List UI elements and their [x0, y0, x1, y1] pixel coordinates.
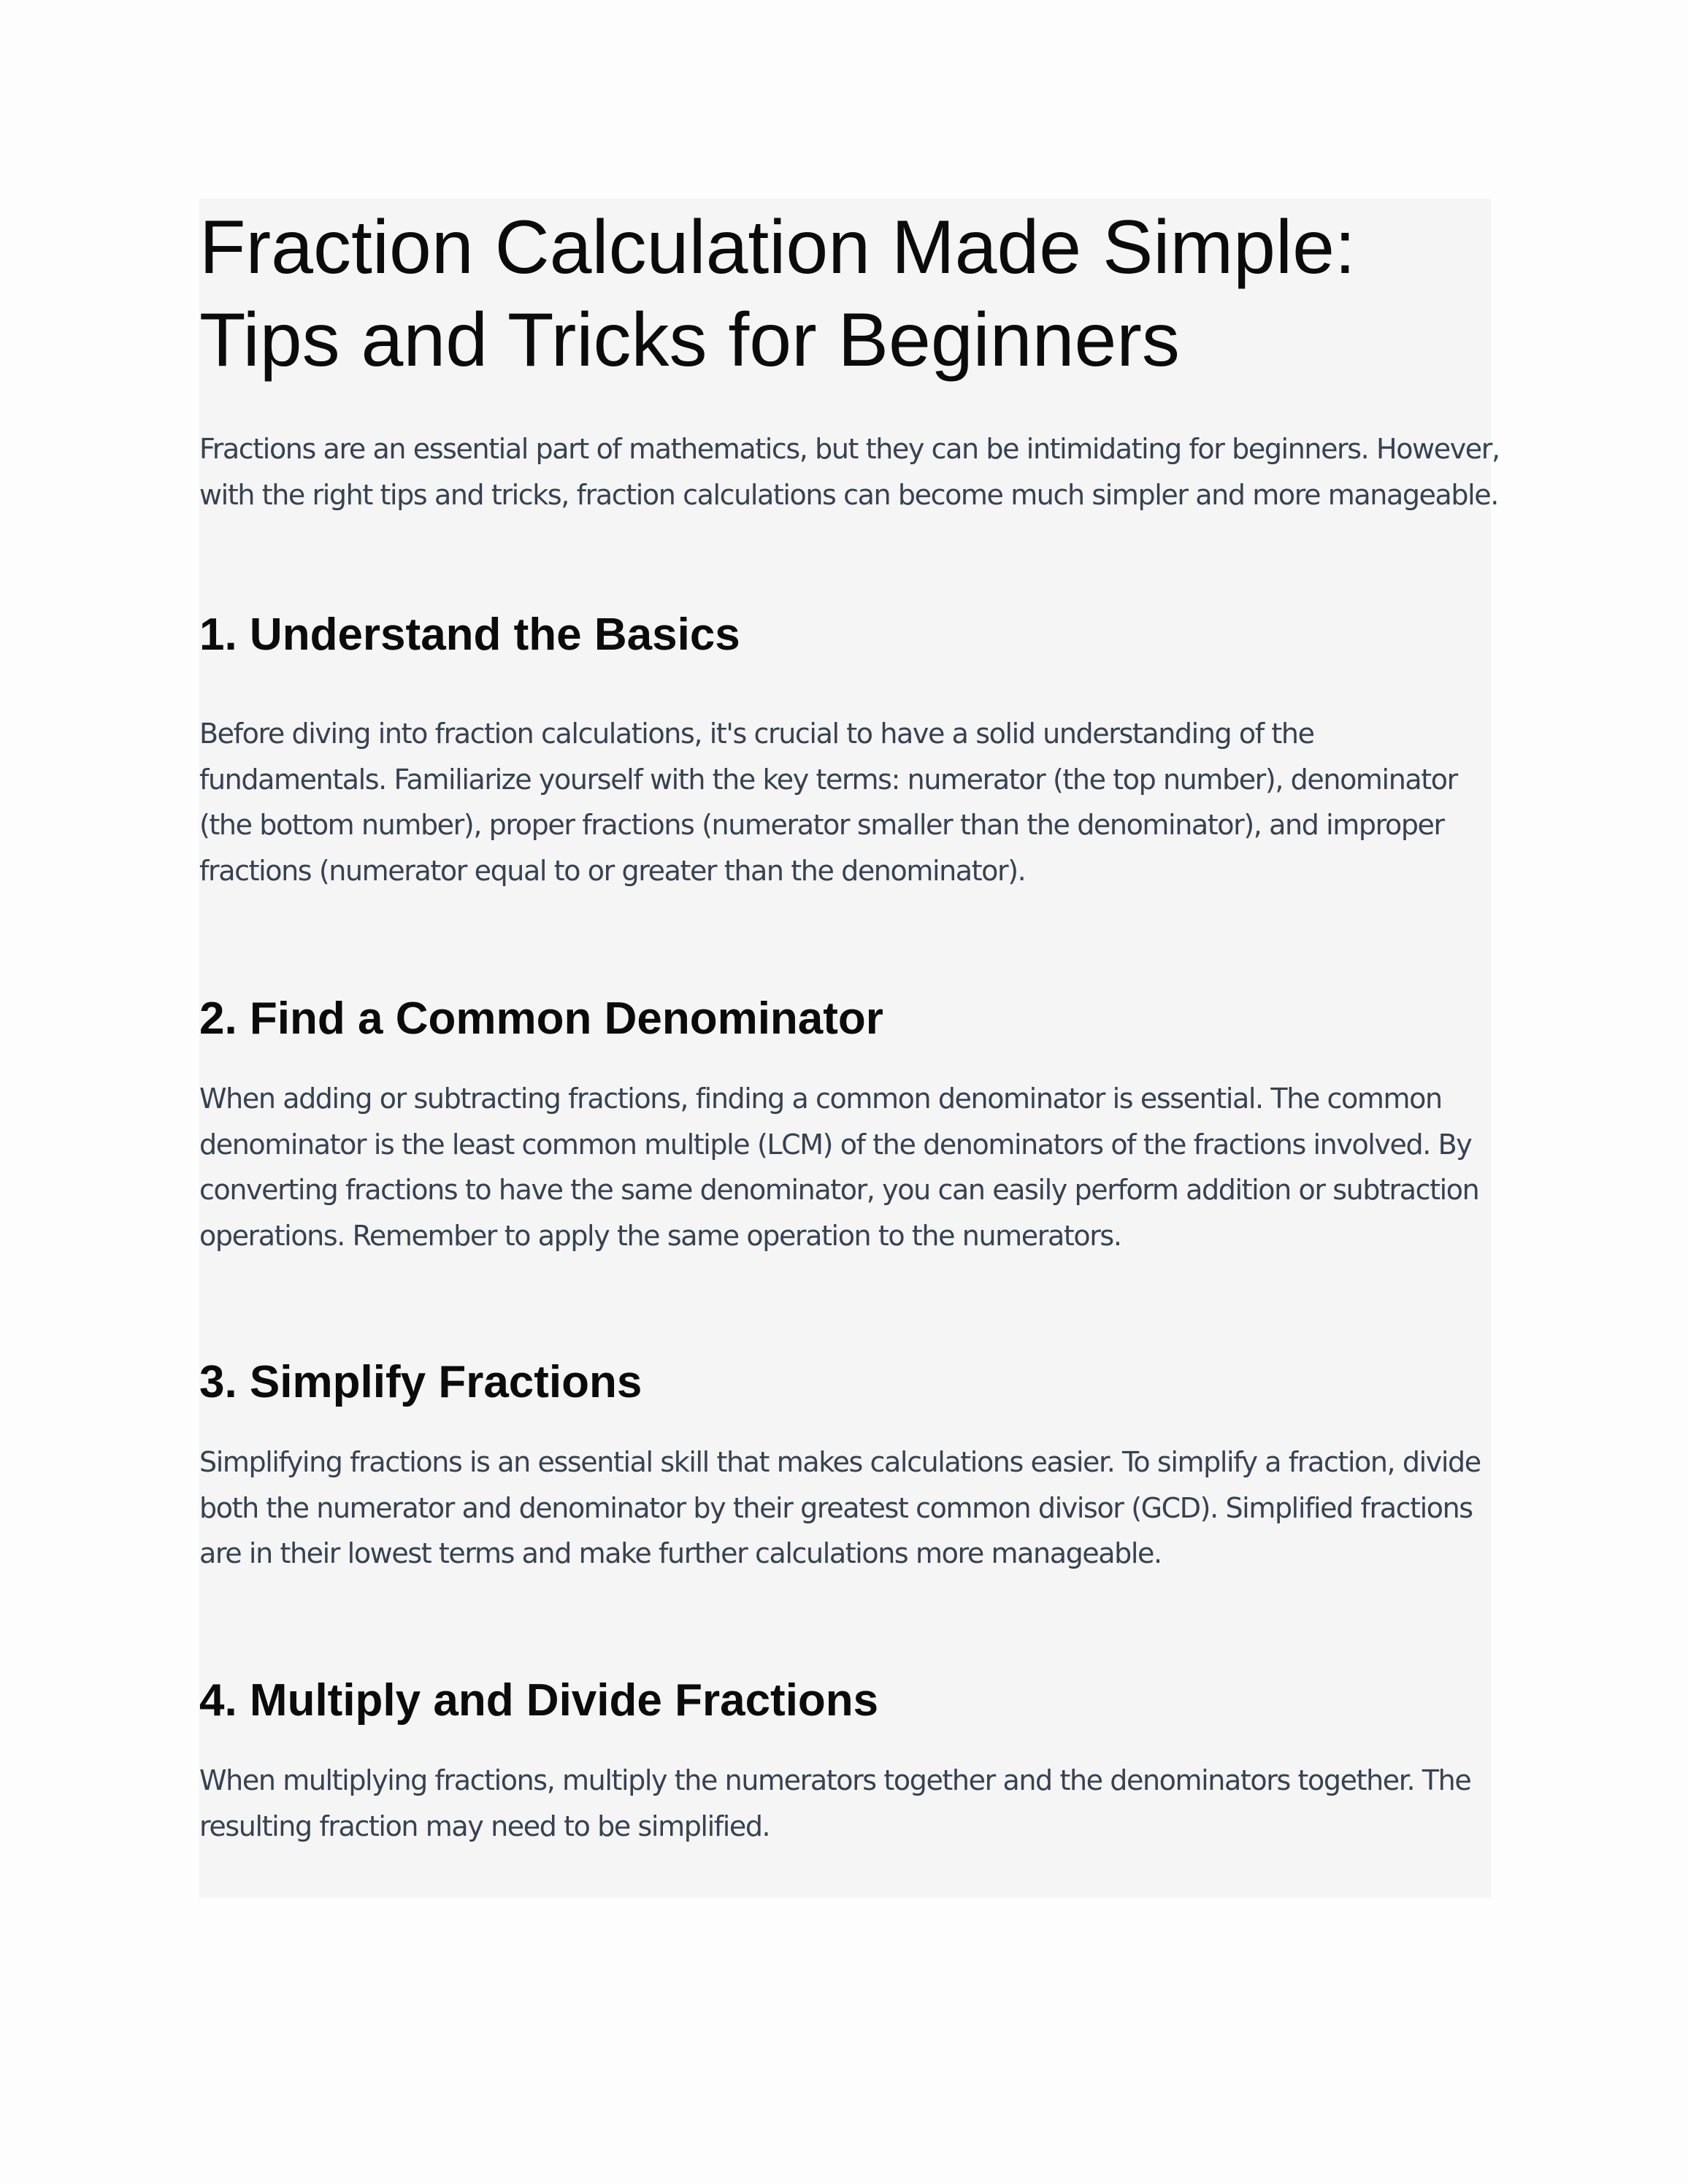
section-body-multiply-divide: When multiplying fractions, multiply the numerators together and the denominators together. The resulting fraction may need to be simplified. — [199, 1764, 1471, 1842]
section-heading-common-denominator: 2. Find a Common Denominator — [199, 993, 883, 1044]
section-heading-simplify: 3. Simplify Fractions — [199, 1357, 642, 1407]
section-body-basics: Before diving into fraction calculations, it's crucial to have a solid understanding of the fundamentals. Familiarize yourself with the key terms: numerator (the top number), denominator (the bottom number), proper fractions (numerator smaller than the denominator), and improper fractions (numerator equal to or greater than the denominator). — [199, 718, 1457, 887]
section-heading-basics: 1. Understand the Basics — [199, 610, 740, 660]
section-heading-multiply-divide: 4. Multiply and Divide Fractions — [199, 1675, 879, 1726]
article-content — [199, 199, 1500, 1898]
article-title: Fraction Calculation Made Simple: Tips and Tricks for Beginners — [199, 205, 1356, 382]
section-body-simplify: Simplifying fractions is an essential skill that makes calculations easier. To simplify a fraction, divide both the numerator and denominator by their greatest common divisor (GCD). Simplified fractions are in their lowest terms and make further calculations more manageable. — [199, 1446, 1481, 1569]
section-body-common-denominator: When adding or subtracting fractions, finding a common denominator is essential. The common denominator is the least common multiple (LCM) of the denominators of the fractions involved. By converting fractions to have the same denominator, you can easily perform addition or subtraction operations. Remember to apply the same operation to the numerators. — [199, 1083, 1479, 1252]
intro-paragraph: Fractions are an essential part of mathematics, but they can be intimidating for beginners. However, with the right tips and tricks, fraction calculations can become much simpler and more manageable. — [199, 433, 1500, 511]
